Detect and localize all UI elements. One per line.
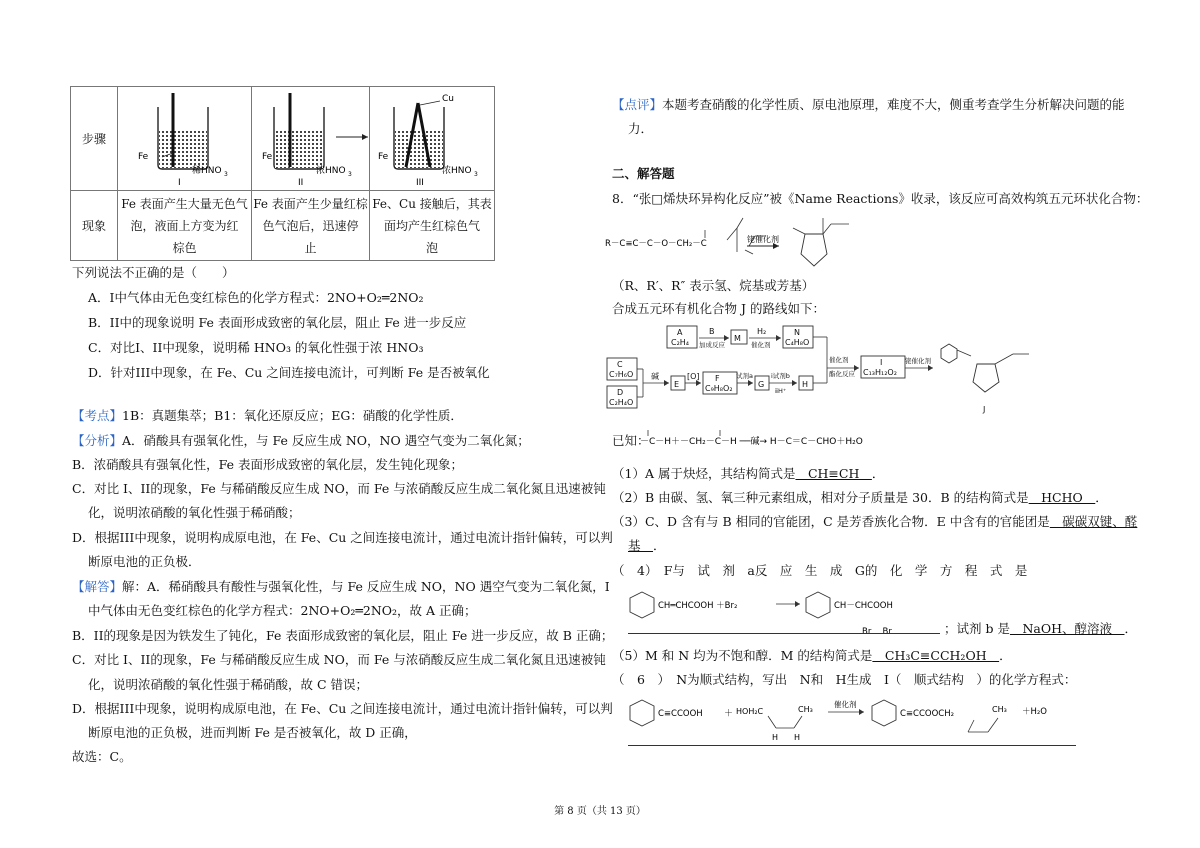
phen-label-cell	[71, 191, 118, 261]
beaker-diagram-1	[118, 87, 251, 187]
box-d-label: D	[617, 388, 624, 397]
answer-4b	[944, 621, 1137, 637]
fenxi-line1	[72, 433, 530, 449]
fenxi-text-0: A．硝酸具有强氧化性，与 Fe 反应生成 NO，NO 遇空气变为二氧化氮；	[122, 433, 530, 448]
route-h2-cond: 催化剂	[751, 341, 771, 349]
step1-cell	[118, 87, 252, 191]
beaker-diagram-3	[370, 87, 494, 187]
acid-label-3: 浓HNO	[442, 166, 472, 176]
box-e-label: E	[674, 380, 680, 389]
roman-1: I	[178, 178, 181, 187]
reactant-formula: R－C≡C－C－O－CH₂－C	[605, 239, 707, 249]
synthesis-route	[605, 320, 1125, 418]
route-rh: 铑催化剂	[905, 357, 931, 365]
route-b-label: B	[709, 327, 715, 336]
phen1-line1: Fe 表面产生大量无色气	[121, 196, 248, 211]
acid-sub-3: 3	[474, 171, 478, 178]
acid-sub-1: 3	[224, 171, 228, 178]
jieda-line7: 断原电池的正负极，进而判断 Fe 是否被氧化，故 D 正确，	[88, 725, 417, 740]
answer-3b-end: ．	[653, 538, 666, 553]
acid-label-1: 稀HNO	[192, 166, 222, 176]
jieda-line4: C．对比 I、II的现象，Fe 与稀硝酸反应生成 NO，而 Fe 与浓硝酸反应生成二氧化氮且迅速被钝	[72, 652, 606, 667]
route-cond2: 酯化反应	[829, 370, 855, 378]
known-equation: －C－H＋－CH₂－C－H ──碱→ H－C＝C－CHO＋H₂O	[640, 437, 863, 447]
option-d: D．针对III中现象，在 Fe、Cu 之间连接电流计，可判断 Fe 是否被氧化	[88, 365, 490, 380]
box-f-formula: C₉H₈O₂	[705, 384, 733, 393]
known-label: 已知：	[612, 433, 650, 448]
lactone-ring	[973, 364, 999, 392]
route-h2: H₂	[757, 327, 767, 336]
box-n-label: N	[794, 328, 800, 337]
answer-1-fill: CH≡CH	[795, 466, 872, 481]
eq6-right: C≡CCOOCH₂	[900, 709, 955, 719]
fe-label-1: Fe	[138, 152, 149, 162]
answer-1-end: ．	[871, 466, 885, 481]
dianping-text-0: 本题考查硝酸的化学性质、原电池原理，难度不大，侧重考查学生分析解决问题的能	[662, 97, 1125, 112]
answer-6: （ 6 ） N为顺式结构，写出 N和 H生成 I（ 顺式结构 ）的化学方程式：	[612, 672, 1077, 687]
eq6-water: ＋H₂O	[1022, 707, 1047, 717]
answer-4b-fill: NaOH、醇溶液	[1009, 621, 1125, 636]
jieda-line3: B．II的现象是因为铁发生了钝化，Fe 表面形成致密的氧化层，阻止 Fe 进一步反应，故 B 正确；	[72, 628, 614, 643]
box-n-formula: C₄H₈O	[785, 338, 810, 347]
roman-3: III	[416, 178, 424, 187]
box-m-label: M	[734, 334, 741, 343]
phen2-line3: 止	[304, 240, 317, 255]
option-a: A．I中气体由无色变红棕色的化学方程式：2NO+O₂═2NO₂	[88, 290, 424, 305]
kaodian-text: 1B：真题集萃；B1：氧化还原反应；EG：硝酸的化学性质．	[122, 408, 463, 423]
phen3-line3: 泡	[425, 240, 438, 255]
answer-3	[612, 514, 1137, 530]
route-reagent-a: 试剂a	[736, 372, 753, 380]
answer-4b-end: ．	[1124, 621, 1138, 636]
fenxi-line3: C．对比 I、II的现象，Fe 与稀硝酸反应生成 NO，而 Fe 与浓硝酸反应生成二氧化氮且迅速被钝	[72, 481, 606, 496]
eq6-catalyst: 催化剂	[834, 700, 857, 709]
route-base: 碱	[651, 372, 659, 381]
route-reagent-b: ⅰ试剂b	[771, 372, 790, 380]
box-i-label: I	[880, 358, 883, 367]
answer-3b-fill: 基	[628, 538, 654, 553]
step3-cell	[370, 87, 495, 191]
benzene-1	[630, 592, 654, 618]
section-title: 二、解答题	[612, 166, 675, 181]
jieda-tag: 【解答】	[72, 579, 123, 594]
answer-3b	[628, 538, 666, 554]
acid-label-2: 浓HNO	[316, 166, 346, 176]
eq6-h2: H	[794, 733, 801, 742]
step-label: 步骤	[81, 132, 106, 146]
phen3-cell	[370, 191, 495, 261]
answer-2-end: ．	[1095, 490, 1108, 505]
jieda-text-0: 解：A．稀硝酸具有酸性与强氧化性，与 Fe 反应生成 NO，NO 遇空气变为二氧化氮，I	[122, 579, 610, 594]
cu-label: Cu	[442, 94, 454, 104]
box-c-formula: C₇H₆O	[609, 370, 634, 379]
answer-4b-text: ；试剂 b 是	[944, 621, 1010, 636]
answer-5-end: ．	[999, 648, 1012, 663]
option-b: B．II中的现象说明 Fe 表面形成致密的氧化层，阻止 Fe 进一步反应	[88, 315, 467, 330]
box-h-label: H	[802, 380, 809, 389]
jieda-line6: D．根据III中现象，说明构成原电池，在 Fe、Cu 之间连接电流计，通过电流计指针偏转，可以判	[72, 701, 613, 716]
kaodian	[72, 408, 463, 424]
eq4-right: CH－CHCOOH	[834, 601, 893, 611]
acid-sub-2: 3	[348, 171, 352, 178]
dianping-line2: 力．	[628, 121, 654, 136]
known-reaction	[640, 422, 900, 452]
fenxi-line5: D．根据III中现象，说明构成原电池，在 Fe、Cu 之间连接电流计，通过电流计指针偏转，可以判	[72, 530, 613, 545]
fe-label-2: Fe	[262, 152, 273, 162]
eq6-left: C≡CCOOH	[658, 709, 703, 719]
fenxi-line2: B．浓硝酸具有强氧化性，Fe 表面形成致密的氧化层，发生钝化现象；	[72, 457, 464, 472]
benzene-4	[872, 700, 896, 726]
equation-4	[628, 588, 948, 638]
jieda-line5: 化，说明浓硝酸的氧化性强于稀硝酸，故 C 错误；	[88, 677, 369, 692]
q8-intro: 8．“张□烯炔环异构化反应”被《Name Reactions》收录，该反应可高效构筑五元环状化合物：	[612, 191, 1149, 206]
eq6-ch3b: CH₃	[992, 705, 1007, 714]
phen1-line3: 棕色	[172, 240, 197, 255]
phen3-line1: Fe、Cu 接触后，其表	[372, 196, 492, 211]
eq6-underline	[628, 745, 1076, 746]
q8-route: 合成五元环有机化合物 J 的路线如下：	[612, 301, 825, 316]
phen3-line2: 面均产生红棕色气	[383, 218, 480, 233]
box-g-label: G	[758, 380, 765, 389]
phen2-cell	[252, 191, 370, 261]
box-a-label: A	[677, 328, 683, 337]
answer-5-text: （5）M 和 N 均为不饱和醇．M 的结构简式是	[612, 648, 873, 663]
phen2-line1: Fe 表面产生少量红棕	[253, 196, 368, 211]
fenxi-line4: 化，说明浓硝酸的氧化性强于稀硝酸；	[88, 505, 301, 520]
answer-2-fill: HCHO	[1028, 490, 1096, 505]
q8-note: （R、R′、R″ 表示氢、烷基或芳基）	[612, 278, 815, 293]
box-d-formula: C₂H₄O	[609, 398, 634, 407]
dianping-line1	[612, 97, 1125, 113]
question-stem: 下列说法不正确的是（ ）	[72, 265, 235, 280]
eq4-left: CH═CHCOOH ＋Br₂	[658, 601, 738, 611]
answer-5-fill: CH₃C≡CCH₂OH	[872, 648, 1000, 663]
step-label-cell	[71, 87, 118, 191]
box-i-formula: C₁₃H₁₂O₂	[863, 368, 897, 377]
equation-6	[628, 694, 1098, 744]
route-cond1: 催化剂	[829, 356, 849, 364]
eq6-hoch: HOH₂C	[736, 707, 764, 716]
jieda-line2: 中气体由无色变红棕色的化学方程式：2NO+O₂═2NO₂，故 A 正确；	[88, 603, 477, 618]
step2-cell	[252, 87, 370, 191]
roman-2: II	[298, 178, 304, 187]
fenxi-tag: 【分析】	[72, 433, 123, 448]
answer-2-text: （2）B 由碳、氢、氧三种元素组成，相对分子质量是 30．B 的结构简式是	[612, 490, 1029, 505]
route-acid: ⅱH⁺	[775, 387, 787, 395]
answer-1-text: （1）A 属于炔烃，其结构简式是	[612, 466, 796, 481]
kaodian-tag: 【考点】	[72, 408, 123, 423]
benzene-j	[941, 344, 957, 363]
phen2-line2: 色气泡后，迅速停	[262, 218, 359, 233]
eq6-h1: H	[772, 733, 779, 742]
answer-1	[612, 466, 884, 482]
eq6-ch3: CH₃	[798, 705, 813, 714]
phen1-line2: 泡，液面上方变为红	[130, 218, 239, 233]
benzene-2	[806, 592, 830, 618]
page-footer: 第 8 页（共 13 页）	[554, 806, 646, 817]
jieda-line8: 故选：C。	[72, 749, 132, 764]
answer-4: （ 4） F与 试 剂 a反 应 生 成 G的 化 学 方 程 式 是	[612, 563, 1028, 578]
box-c-label: C	[617, 360, 623, 369]
experiment-table	[70, 86, 495, 261]
route-oxidation: [O]	[687, 372, 700, 381]
route-b-cond: 加成反应	[699, 341, 725, 349]
phenomenon-label: 现象	[81, 219, 106, 233]
rh-catalyst-1: 铑催化剂	[747, 235, 779, 244]
eq6-plus: ＋	[724, 709, 734, 719]
eq4-br: Br Br	[862, 627, 892, 637]
eq4-underline	[628, 633, 940, 634]
compound-j-label: J	[983, 405, 986, 414]
benzene-3	[630, 700, 654, 726]
reaction-scheme-1	[605, 210, 885, 276]
dianping-tag: 【点评】	[612, 97, 663, 112]
box-a-formula: C₂H₄	[671, 338, 690, 347]
answer-5	[612, 648, 1012, 664]
jieda-line1	[72, 579, 610, 595]
beaker-diagram-2	[252, 87, 369, 187]
fe-label-3: Fe	[378, 152, 389, 162]
box-f-label: F	[715, 374, 720, 383]
answer-2	[612, 490, 1108, 506]
fenxi-line6: 断原电池的正负极．	[88, 554, 201, 569]
phen1-cell	[118, 191, 252, 261]
answer-3-text: （3）C、D 含有与 B 相同的官能团，C 是芳香族化合物．E 中含有的官能团是	[612, 514, 1050, 529]
option-c: C．对比I、II中现象，说明稀 HNO₃ 的氧化性强于浓 HNO₃	[88, 340, 424, 355]
answer-3-fill: 碳碳双键、醛	[1049, 514, 1138, 529]
